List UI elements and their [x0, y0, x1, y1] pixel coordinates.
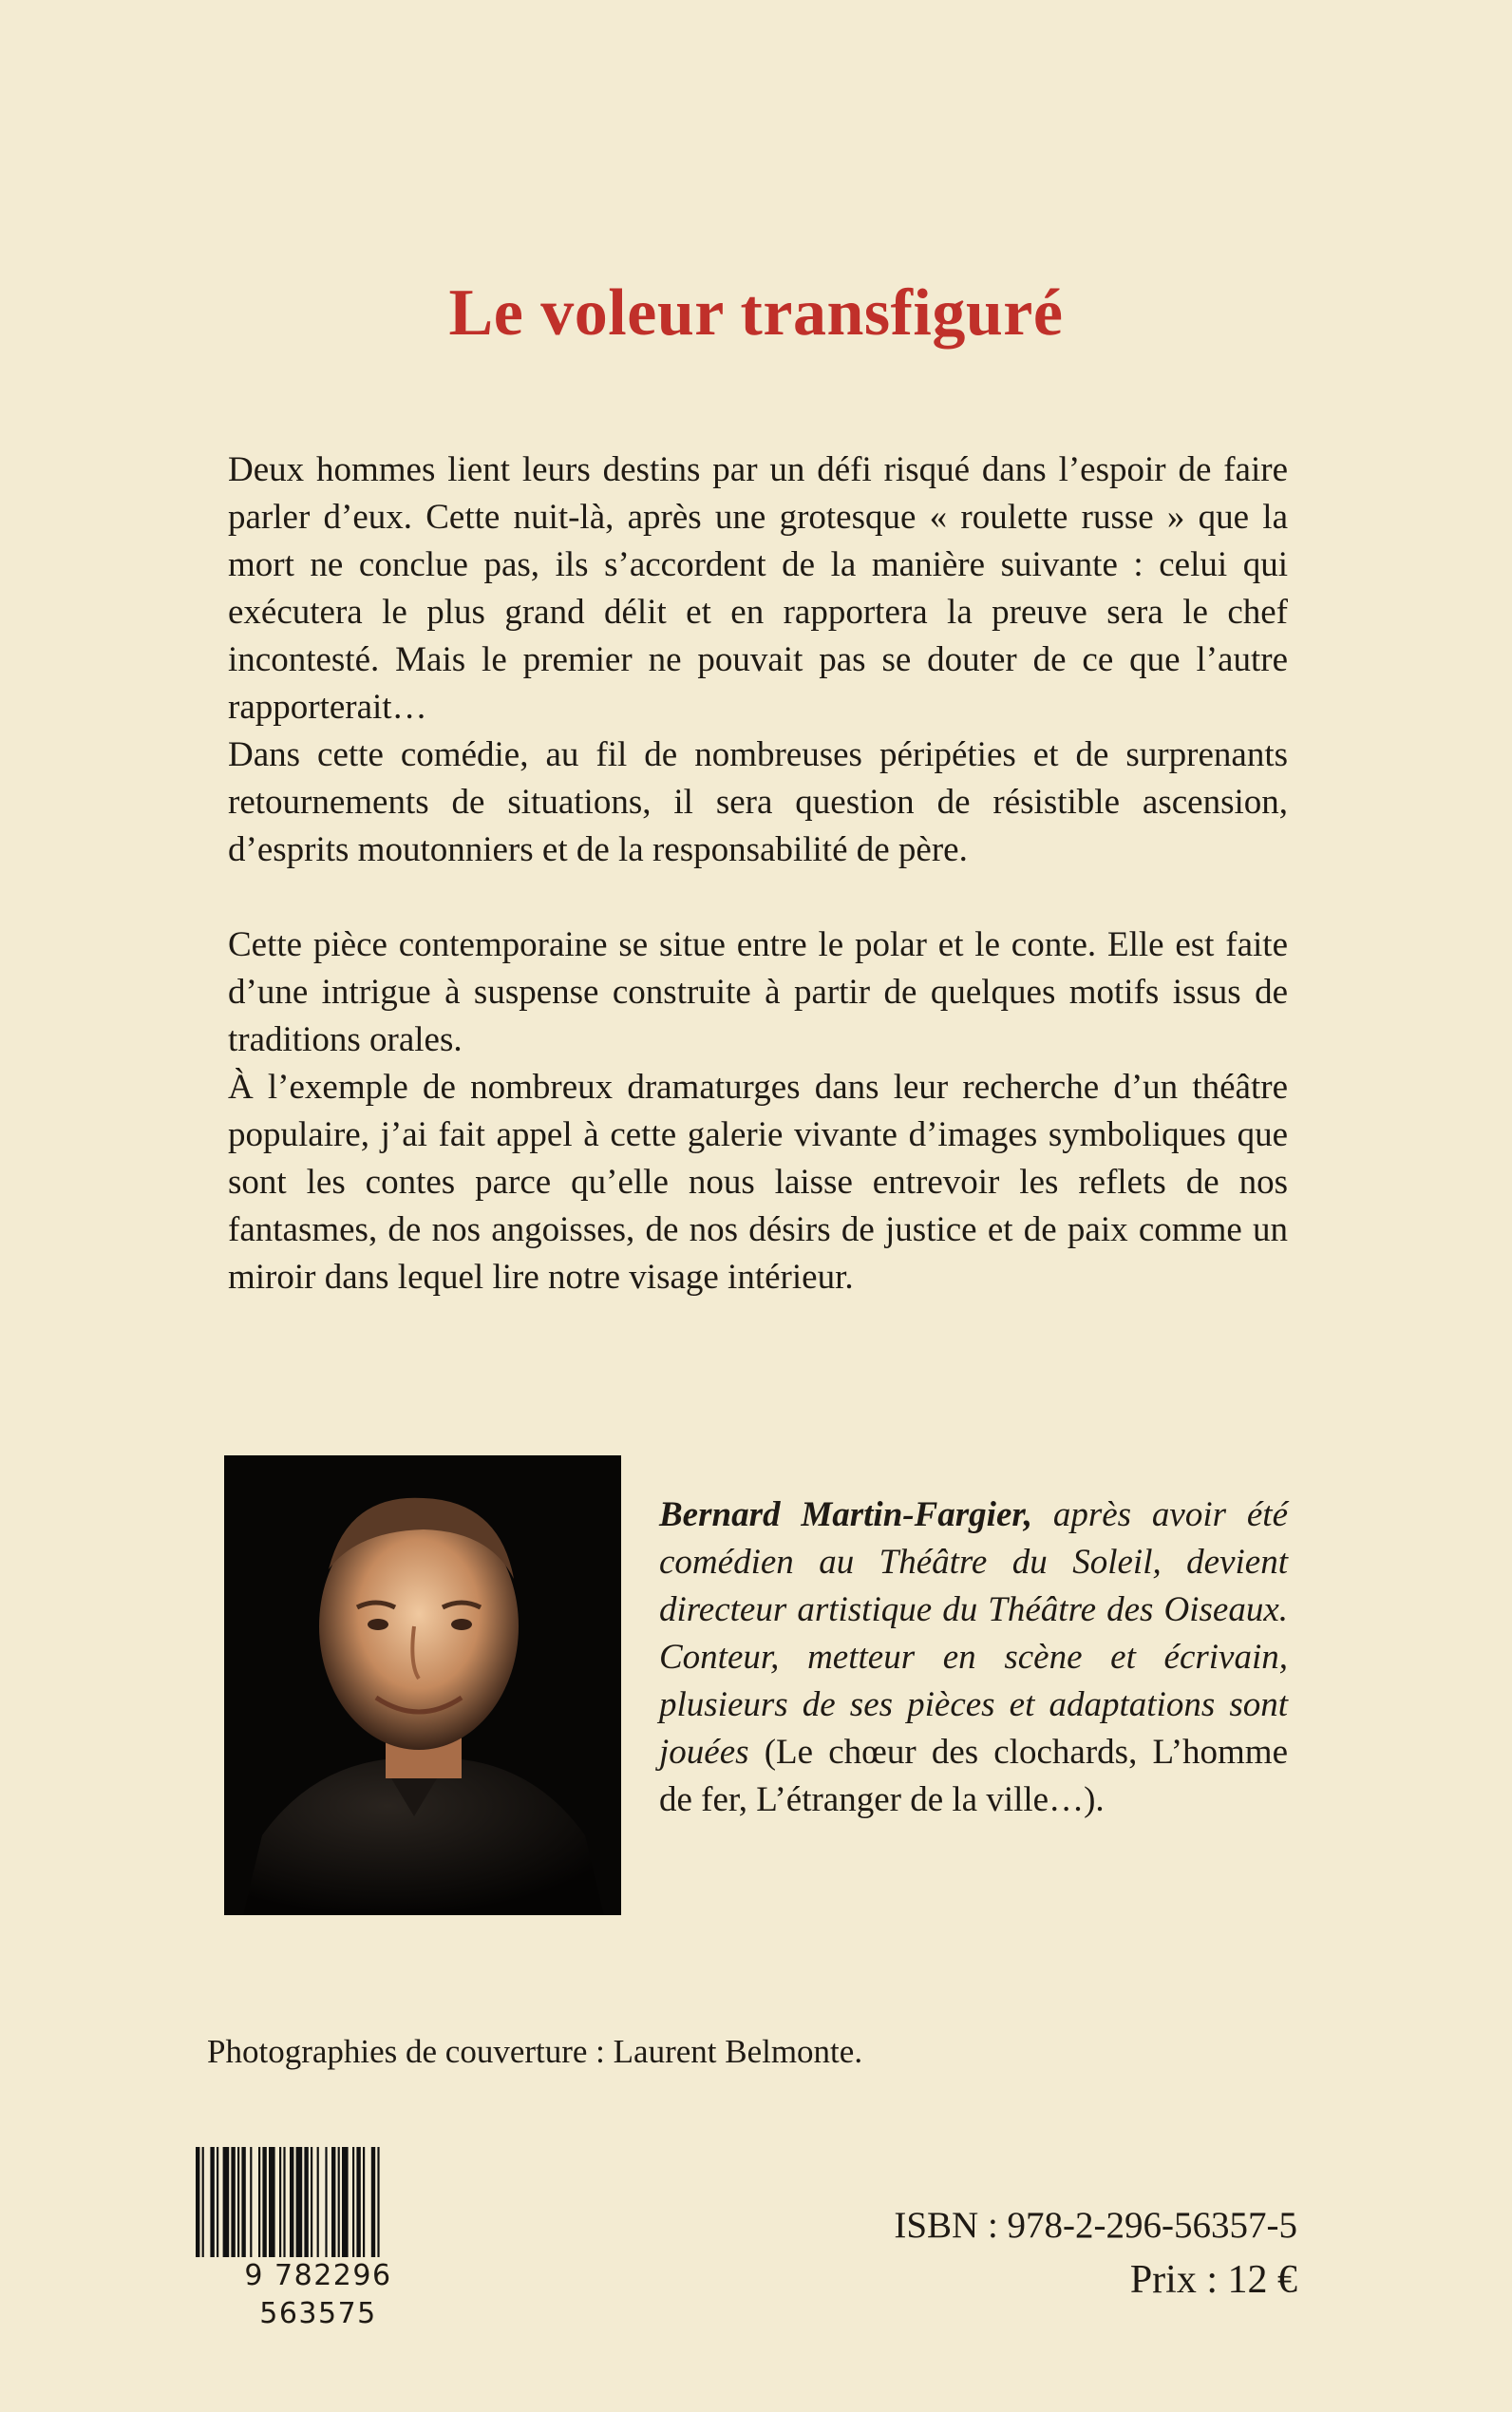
author-photo: [224, 1455, 621, 1915]
barcode-bar: [223, 2147, 230, 2261]
barcode-bar: [363, 2147, 365, 2261]
photo-credit: Photographies de couverture : Laurent Belmonte.: [207, 2033, 863, 2070]
barcode-bar: [237, 2147, 239, 2261]
barcode-digits: 9 782296 563575: [190, 2257, 446, 2333]
barcode-bar: [210, 2147, 214, 2261]
barcode-bar: [290, 2147, 293, 2261]
barcode-bar: [311, 2147, 312, 2261]
barcode-bar: [231, 2147, 235, 2261]
barcode-bar: [283, 2147, 285, 2261]
barcode-bar: [241, 2147, 245, 2261]
barcode-bar: [279, 2147, 281, 2261]
summary-paragraph-3: Cette pièce contemporaine se situe entre le polar et le conte. Elle est faite d’une intrigue à suspense construite à partir de quelques motifs issus de traditions orales.: [228, 925, 1288, 1059]
summary-paragraph-2: Dans cette comédie, au fil de nombreuses péripéties et de surprenants retournements de situations, il sera question de résistible ascension, d’esprits moutonniers et de la responsabilité de père.: [228, 735, 1288, 869]
barcode-bar: [331, 2147, 335, 2261]
barcode-bar: [317, 2147, 319, 2261]
barcode-bar: [217, 2147, 218, 2261]
author-name: Bernard Martin-Fargier,: [659, 1495, 1032, 1534]
author-bio: [659, 1491, 1288, 1824]
barcode-bar: [352, 2147, 354, 2261]
summary-text: [228, 446, 1288, 1301]
barcode-bar: [258, 2147, 260, 2261]
price: Prix : 12 €: [1129, 2258, 1297, 2302]
barcode-bar: [304, 2147, 308, 2261]
barcode-bar: [338, 2147, 340, 2261]
barcode-bar: [371, 2147, 375, 2261]
author-portrait-image: [224, 1455, 621, 1915]
author-bio-italic: après avoir été comédien au Théâtre du Soleil, devient directeur artistique du Théâtre des Oiseaux. Conteur, metteur en scène et écrivain, plusieurs de ses pièces et adaptations sont jouées: [659, 1495, 1288, 1772]
barcode-bar: [269, 2147, 275, 2261]
summary-paragraph-4: À l’exemple de nombreux dramaturges dans leur recherche d’un théâtre populaire, j’ai fait appel à cette galerie vivante d’images symboliques que sont les contes parce qu’elle nous laisse entrevoir les reflets de nos fantasmes, de nos angoisses, de nos désirs de justice et de paix comme un miroir dans lequel lire notre visage intérieur.: [228, 1068, 1288, 1297]
barcode-bar: [296, 2147, 303, 2261]
barcode-bar: [356, 2147, 360, 2261]
book-title: Le voleur transfiguré: [448, 276, 1064, 350]
paragraph-spacer: [228, 874, 1288, 921]
summary-paragraph-1: Deux hommes lient leurs destins par un défi risqué dans l’espoir de faire parler d’eux. Cette nuit-là, après une grotesque « roulette russe » que la mort ne conclue pas, ils s’accordent de la manière suivante : celui qui exécutera le plus grand délit et en rapportera la preuve sera le chef incontesté. Mais le premier ne pouvait pas se douter de ce que l’autre rapporterait…: [228, 450, 1288, 727]
author-works: (Le chœur des clochards, L’homme de fer, L’étranger de la ville…).: [659, 1733, 1288, 1819]
isbn: ISBN : 978-2-296-56357-5: [894, 2205, 1297, 2246]
barcode-bar: [325, 2147, 327, 2261]
barcode-bar: [342, 2147, 349, 2261]
barcode-bar: [262, 2147, 266, 2261]
barcode-bar: [250, 2147, 252, 2261]
